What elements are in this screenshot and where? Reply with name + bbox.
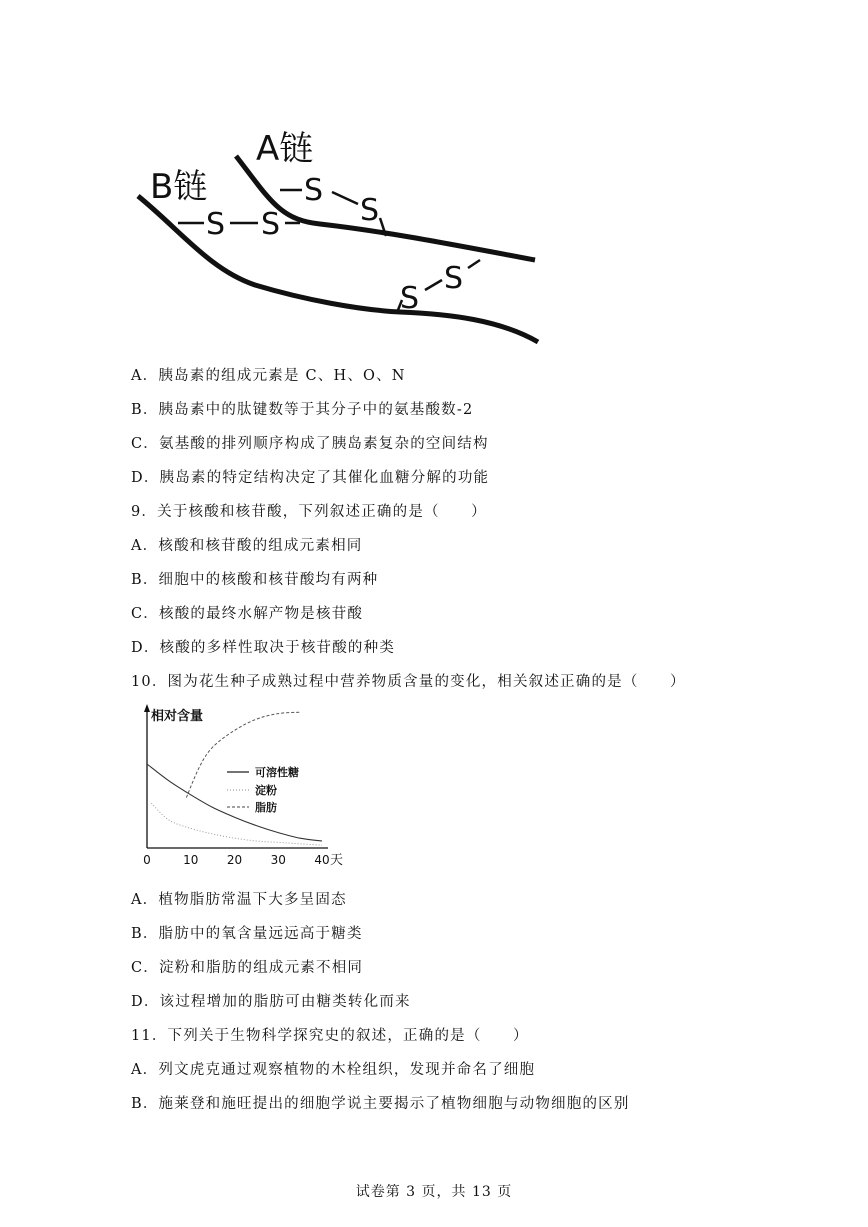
sulfur-atom: S [360,193,380,228]
chart-x-axis-label: 天 [330,853,344,868]
q9-option-b: B．细胞中的核酸和核苷酸均有两种 [131,572,379,588]
q8-option-b: B．胰岛素中的肽键数等于其分子中的氨基酸数-2 [131,402,474,418]
a-chain-curve [236,156,535,260]
q10-option-a: A．植物脂肪常温下大多呈固态 [131,892,347,908]
q10-option-d: D．该过程增加的脂肪可由糖类转化而来 [131,994,411,1010]
x-tick-label: 0 [143,853,151,867]
legend-label-starch: 淀粉 [255,784,277,797]
chart-y-axis-label: 相对含量 [151,709,204,724]
q11-option-b: B．施莱登和施旺提出的细胞学说主要揭示了植物细胞与动物细胞的区别 [131,1096,630,1112]
nutrient-content-chart [135,700,360,872]
q9-stem: 9．关于核酸和核苷酸，下列叙述正确的是（ ） [131,504,487,520]
series-line-2 [186,712,300,797]
x-tick-label: 20 [226,853,243,867]
q9-option-a: A．核酸和核苷酸的组成元素相同 [131,538,363,554]
x-tick-label: 10 [183,853,199,867]
bond-line [425,280,442,290]
bond-line [468,260,480,268]
bond-line [332,192,358,204]
sulfur-atom: S [400,281,420,316]
series-line-1 [151,803,322,845]
q8-option-a: A．胰岛素的组成元素是 C、H、O、N [131,368,406,384]
q10-option-b: B．脂肪中的氧含量远远高于糖类 [131,926,363,942]
q9-option-c: C．核酸的最终水解产物是核苷酸 [131,606,364,622]
insulin-structure-figure [130,120,550,350]
q8-option-d: D．胰岛素的特定结构决定了其催化血糖分解的功能 [131,470,490,486]
sulfur-atom: S [304,173,324,208]
q10-option-c: C．淀粉和脂肪的组成元素不相同 [131,960,364,976]
q8-option-c: C．氨基酸的排列顺序构成了胰岛素复杂的空间结构 [131,436,489,452]
a-chain-label: A链 [256,129,314,169]
x-tick-label: 30 [270,853,286,867]
q11-stem: 11．下列关于生物科学探究史的叙述，正确的是（ ） [131,1028,529,1044]
x-tick-label: 40 [314,853,330,867]
page-footer: 试卷第 3 页，共 13 页 [355,1184,513,1200]
legend-label-sugar: 可溶性糖 [255,766,299,779]
sulfur-atom: S [444,261,464,296]
chart-legend [227,765,299,814]
q10-stem: 10．图为花生种子成熟过程中营养物质含量的变化，相关叙述正确的是（ ） [131,674,686,690]
chart-axes [144,704,328,848]
chart-x-ticks [143,853,329,867]
sulfur-atom: S [206,207,226,242]
q9-option-d: D．核酸的多样性取决于核苷酸的种类 [131,640,396,656]
q11-option-a: A．列文虎克通过观察植物的木栓组织，发现并命名了细胞 [131,1062,536,1078]
b-chain-label: B链 [150,167,208,207]
b-chain-curve [138,196,538,342]
y-axis-arrow [144,704,150,712]
legend-label-fat: 脂肪 [255,801,277,814]
sulfur-atom: S [261,207,281,242]
